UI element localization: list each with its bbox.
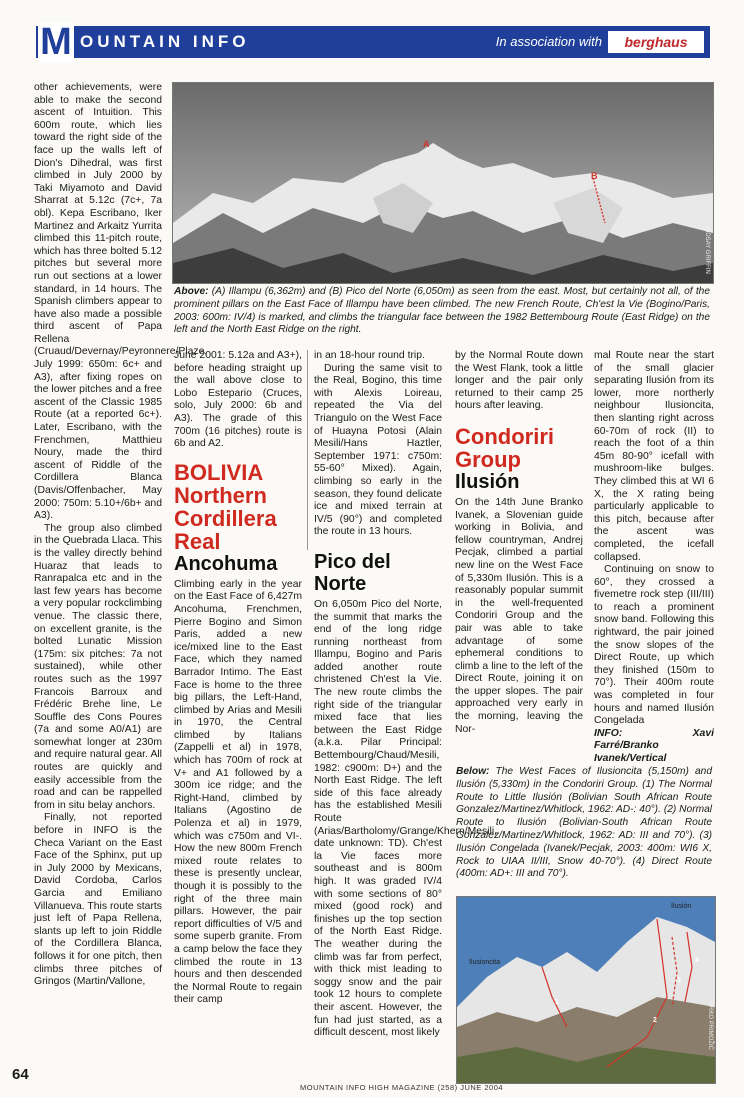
- label-ilusion: Ilusión: [671, 903, 692, 910]
- label-ilusioncita: Ilusioncita: [469, 959, 501, 966]
- association-text: In association with: [495, 34, 602, 49]
- caption-lead: Below:: [456, 766, 490, 777]
- heading-line: Northern: [174, 482, 267, 508]
- peak-label-a: A: [423, 139, 430, 149]
- photo-caption-bottom: [456, 766, 712, 881]
- illampu-photo: [172, 82, 714, 284]
- route-mark-4: 4: [695, 957, 699, 964]
- paragraph: mal Route near the start of the small glacier separating Ilusión from its lower, more northerly neighbour Ilusioncita, then slanting right across 60-70m of rock (II) to reach the foot of a thin 45m 80-90° icefall with mushroom-like bulges. They climbed this at WI 6 X, the X rating being particularly applicable to this pitch, because after the ascent was completed, the icefall collapsed.: [594, 350, 714, 563]
- mountain-landscape-image: [173, 83, 713, 283]
- paragraph: Finally, not reported before in INFO is the Checa Variant on the East Face of the Sphinx, put up in July 2000 by Mexicans, David Cordoba, Carlos Garcia and Emiliano Villanueva. This route starts just left of Papa Rellena, slants up left to join Riddle of the Cordillera Blanca, follows it for one pitch, then climbs three pitches of Gringos (Martin/Vallone,: [34, 812, 162, 988]
- paragraph: On the 14th June Branko Ivanek, a Slovenian guide working in Bolivia, and fellow countryman, Andrej Pecjak, climbed a partial new line on the West Face of 5,330m Ilusión. This is a reasonably popular summit in the well-frequented Condoriri Group and the pair was able to take advantage of some ephemeral conditions to climb a line to the left of the Direct Route, joining it on the upper slopes. The pair approached very early in the morning, leaving the Nor-: [455, 496, 583, 735]
- photo-credit: MARKO PRIMOŽIČ: [707, 997, 713, 1051]
- ilusion-photo: [456, 896, 716, 1084]
- route-mark-2: 2: [653, 1017, 657, 1024]
- header-banner: [36, 21, 710, 63]
- paragraph: Continuing on snow to 60°, they crossed a fivemetre rock step (III/III) to reach a prominent snow band. Following this rightward, the pair joined the snow slopes of the Direct Route, up which they finished (150m to 70°). Their 400m route was completed in four hours and named Ilusión Congelada: [594, 564, 714, 727]
- peak-label-b: B: [591, 171, 598, 181]
- heading-pico-del-norte: Pico del Norte: [314, 550, 391, 595]
- heading-bolivia: [174, 461, 302, 553]
- column-2: [174, 350, 302, 1060]
- header-initial: M: [38, 22, 74, 62]
- paragraph: On 6,050m Pico del Norte, the summit that marks the end of the long ridge running northeast from Illampu, Bogino and Paris added another route christened Ch'est la Vie. The new route climbs the right side of the triangular mixed face that lies between the East Ridge (a.k.a. Pilar Principal: Bettembourg/Chaud/Mesili, 1982: c900m: D+) and the North East Ridge. The left side of this face already has the established Mesili Route (Arias/Bartholomy/Grange/Khern/Mesili, date unknown: TD). Ch'est la Vie faces more southeast and is 800m high. It was graded IV/4 with some sections of 80° mixed (good rock) and finishes up the top section of the North East Ridge. The weather during the climb was far from perfect, with thick mist leading to soggy snow and the pair took 12 hours to complete their ascent. However, the fun had just started, as a difficult descent, most likely: [314, 598, 498, 1039]
- photo-caption-top: [174, 286, 710, 337]
- caption-text: The West Faces of Ilusioncita (5,150m) and Ilusión (5,330m) in the Condoriri Group. (1) The Normal Route to Little Ilusión (Bolivian South African Route Gonzalez/Martinez/Whitlock, 1962: AD-: 40°). (2) Normal Route to Ilusión (Bolivian-South African Route Gonzalez/Martinez/Whitlock, 1962: AD: III and 70°). (3) Ilusión Congelada (Ivanek/Pecjak, 2003: 400m: WI6 X, Rock to UIAA II/III, Snow 40-70°). (4) Direct Route (400m: AD+: III and 70°).: [456, 766, 712, 880]
- caption-text: (A) Illampu (6,362m) and (B) Pico del Norte (6,050m) as seen from the east. Most, but certainly not all, of the prominent pillars on the East Face of Illampu have been climbed. The new French Route, Ch'est la Vie (Bogino/Paris, 2003: 600m: IV/4) is marked, and climbs the triangular face between the 1982 Bettembourg Route (East Ridge) on the left and the North East Ridge on the right.: [174, 286, 710, 336]
- page-number: 64: [12, 1066, 29, 1083]
- paragraph: in an 18-hour round trip.: [314, 350, 425, 361]
- section-title: OUNTAIN INFO: [80, 32, 250, 51]
- photo-credit: LINDSAY GRIFFIN: [704, 223, 710, 274]
- column-4: [455, 350, 583, 760]
- berghaus-logo: berghaus: [608, 31, 704, 53]
- heading-condoriri: [455, 425, 583, 471]
- paragraph: Climbing early in the year on the East Face of 6,427m Ancohuma, Frenchmen, Pierre Bogino and Simon Paris, added a new ice/mixed line to the East Face, which they named Barrador Intimo. The East Face is home to the three big pillars, the Left-Hand, climbed by Arias and Mesili in 1970, the Central climbed by Italians (Zappelli et al) in 1978, which has 700m of rock at V+ and A1 followed by a 300m ice ridge; and the Right-Hand, climbed by Italians (Agostino de Polenza et al) in 1979, which was c750m and VI-. How the new 800m French mixed route relates to these is presently unclear, though it is possibly to the right of the three main pillars. However, the pair report difficulties of V/5 and some superb granite. From a camp below the face they climbed the route in 13 hours and then descended the Normal Route to regain their camp: [174, 578, 302, 1006]
- heading-ancohuma: Ancohuma: [174, 552, 278, 575]
- paragraph: by the Normal Route down the West Flank, took a little longer and the pair only returned to their camp 25 hours after leaving.: [455, 350, 583, 412]
- paragraph: During the same visit to the Real, Bogino, this time with Alexis Loireau, repeated the Via del Triangulo on the West Face of Huayna Potosi (Alain Mesili/Hans Haztler, September 1971: c750m: 55-60° Mixed). Again, climbing so early in the season, they found delicate ice and mixed terrain at IV/5 (90°) and completed the route in 13 hours.: [314, 362, 442, 538]
- paragraph: The group also climbed in the Quebrada Llaca. This is the valley directly behind Huaraz that leads to Ranrapalca etc and in the last few years has become a very popular rockclimbing venue. The classic there, on excellent granite, is the bolted Lunatic Mission (175m: six pitches: 7a not sustained), while other routes such as the 1997 Francois Barroux and Frédéric Brehe line, Le Souffle des Cons Poures (7a and some A0/A1) are somewhat longer at 230m and require natural gear. All routes are quickly and easily accessible from the road and can be rappelled from in situ belay anchors.: [34, 522, 162, 811]
- heading-line: Group: [455, 446, 521, 472]
- route-mark-1: 1: [555, 999, 559, 1006]
- caption-lead: Above:: [174, 286, 209, 297]
- heading-line: Cordillera: [174, 505, 277, 531]
- route-mark-3: 3: [677, 977, 681, 984]
- info-credit: INFO: Xavi Farré/Branko Ivanek/Vertical: [594, 727, 714, 764]
- heading-line: Real: [174, 528, 221, 554]
- heading-line: Condoriri: [455, 423, 554, 449]
- column-rule: [307, 350, 308, 550]
- heading-line: BOLIVIA: [174, 459, 264, 485]
- condoriri-landscape-image: [457, 897, 715, 1083]
- paragraph: other achievements, were able to make the second ascent of Intuition. This 600m route, which lies toward the right side of the face up the walls left of Dion's Dihedral, was first climbed in July 2000 by Taki Miyamoto and David Sharrat at 5.12c (7c+, 7a obl). Kepa Escribano, Iker Martinez and Arkaitz Yurrita climbed this 11-pitch route, which has three bolted 5.12 pitches but several more run out sections at a lower standard, in 14 hours. The Spanish climbers appear to have also made a possible third ascent of Papa Rellena (Cruaud/Devernay/Peyronnere/Plaze, July 1999: 650m: 6c+ and A3), after fixing ropes on the lower pitches and a free ascent of the Classic 1985 Route (at a reported 6c+). Later, Escribano, with the Frenchmen, Matthieu Noury, made the third ascent of Riddle of the Cordillera Blanca (Davis/Offenbacher, May 2000: 750m: 5.10+/6b+ and A3).: [34, 82, 208, 522]
- magazine-footer: MOUNTAIN INFO HIGH MAGAZINE (258) JUNE 2004: [300, 1083, 504, 1092]
- column-5: [594, 350, 714, 764]
- heading-ilusion: Ilusión: [455, 470, 520, 493]
- paragraph: June 2001: 5.12a and A3+), before heading straight up the wall above close to Lobo Estepario (Cruces, solo, July 2000: 6b and A3). The grade of this 700m (16 pitches) route is 6b and A2.: [174, 350, 302, 450]
